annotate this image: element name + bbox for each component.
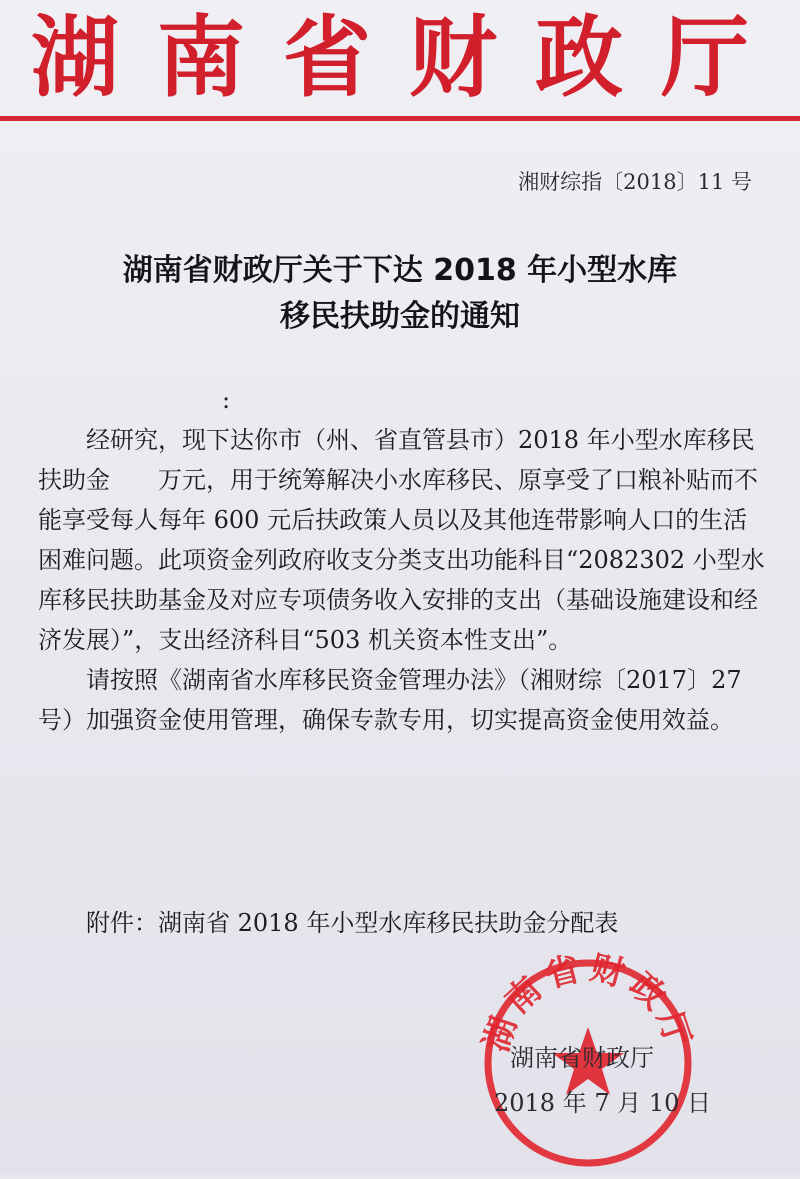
title-line-1: 湖南省财政厅关于下达 2018 年小型水库 (122, 253, 678, 288)
title-line-2: 移民扶助金的通知 (280, 299, 520, 334)
attachment-line: 附件：湖南省 2018 年小型水库移民扶助金分配表 (86, 909, 619, 937)
issuer-name: 湖南省财政厅 (510, 1044, 654, 1072)
masthead-title: 湖南省财政厅 (30, 6, 787, 109)
notice-title (0, 248, 800, 340)
document-number: 湘财综指〔2018〕11 号 (518, 170, 752, 194)
addressee: : (222, 386, 231, 414)
body-paragraph-2: 请按照《湖南省水库移民资金管理办法》（湘财综〔2017〕27 号）加强资金使用管理，确保专款专用，切实提高资金使用效益。 (38, 666, 742, 734)
svg-text:湖南省财政厅: 湖南省财政厅 (478, 947, 700, 1057)
red-divider-line (0, 116, 800, 121)
issue-date: 2018 年 7 月 10 日 (494, 1089, 712, 1117)
body-paragraph-1: 经研究，现下达你市（州、省直管县市）2018 年小型水库移民扶助金 万元，用于统筹解决小水库移民、原享受了口粮补贴而不能享受每人每年 600 元后扶政策人员以及其他连带影响人口的生活困难问题。此项资金列政府收支分类支出功能科目“2082302 小型水库移民扶助基金及对应专项债务收入安排的支出（基础设施建设和经济发展）”，支出经济科目“503 机关资本性支出”。 (38, 426, 765, 654)
notice-body (38, 420, 768, 740)
